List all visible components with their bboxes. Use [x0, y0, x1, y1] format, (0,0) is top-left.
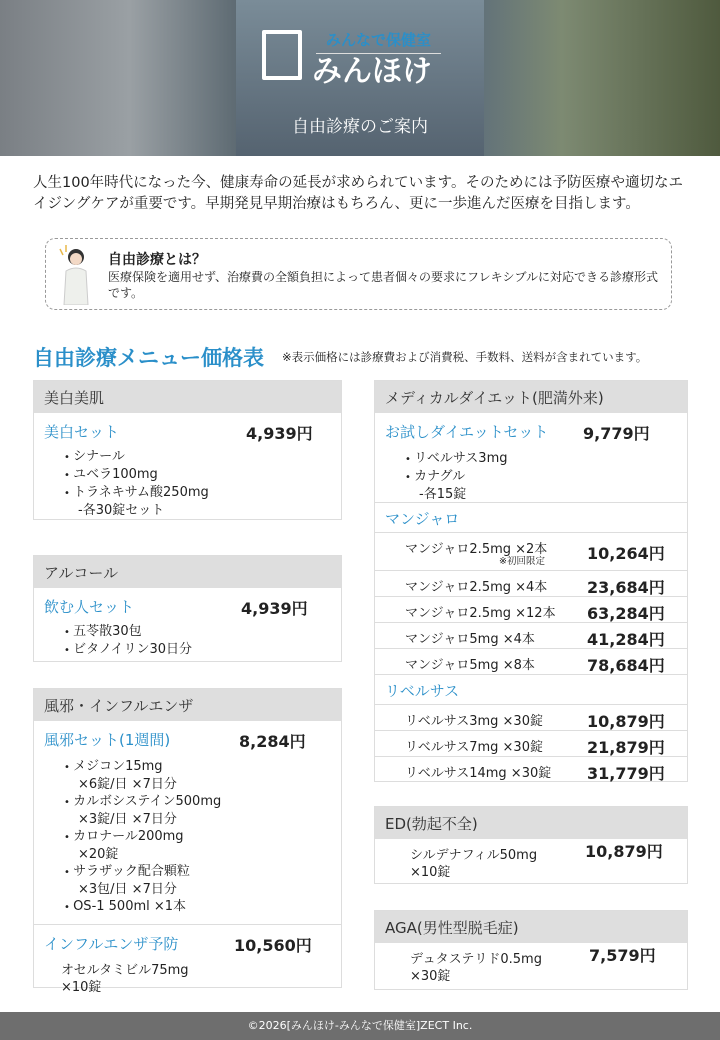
item-component: • リベルサス3mg: [405, 450, 687, 468]
menu-title: 自由診療メニュー価格表: [33, 346, 264, 370]
item-price: 4,939円: [241, 599, 308, 618]
logo-title: みんほけ: [312, 54, 432, 89]
price-row: リベルサス14mg ×30錠 31,779円: [405, 764, 665, 783]
subcategory-mounjaro: マンジャロ: [375, 503, 687, 533]
item-desc: オセルタミビル75mg: [61, 963, 189, 978]
item-note: -各30錠セット: [78, 503, 165, 518]
item-price: 10,560円: [234, 936, 312, 955]
category-aga: [374, 910, 688, 990]
hero-banner: [0, 0, 720, 156]
item-name: 飲む人セット: [44, 598, 135, 616]
menu-item: [34, 925, 341, 1004]
category-header: ED(勃起不全): [375, 807, 687, 839]
category-alcohol: [33, 555, 342, 662]
logo-subtitle: みんなで保健室: [316, 24, 441, 54]
menu-note: ※表示価格には診療費および消費税、手数料、送料が含まれています。: [282, 350, 648, 364]
item-price: 7,579円: [589, 946, 656, 965]
category-header: アルコール: [34, 556, 341, 588]
item-desc: ×30錠: [410, 969, 451, 984]
item-component: • トラネキサム酸250mg: [64, 484, 341, 502]
category-header: メディカルダイエット(肥満外来): [375, 381, 687, 413]
what-is-box: [45, 238, 672, 310]
item-component: • サラザック配合顆粒 ×3包/日 ×7日分: [64, 863, 341, 898]
item-component: • カナグル: [405, 468, 687, 486]
logo: [262, 22, 462, 92]
price-row: リベルサス7mg ×30錠 21,879円: [375, 731, 687, 757]
item-price: 9,779円: [583, 424, 650, 443]
price-row: マンジャロ2.5mg ×2本 ※初回限定 10,264円: [375, 533, 687, 571]
item-component: • OS-1 500ml ×1本: [64, 898, 341, 916]
category-medical-diet: [374, 380, 688, 782]
item-price: 10,879円: [585, 842, 663, 861]
category-beauty: [33, 380, 342, 520]
subcategory-rybelsus: リベルサス: [375, 675, 687, 705]
what-is-body: 医療保険を適用せず、治療費の全額負担によって患者個々の要求にフレキシブルに対応できる診療形式です。: [108, 270, 658, 300]
item-desc: デュタステリド0.5mg: [410, 952, 542, 967]
item-price: 8,284円: [239, 732, 306, 751]
price-row: マンジャロ2.5mg ×4本 23,684円: [375, 571, 687, 597]
item-component: • メジコン15mg ×6錠/日 ×7日分: [64, 758, 341, 793]
item-price: 4,939円: [246, 424, 313, 443]
price-row: マンジャロ2.5mg ×12本 63,284円: [375, 597, 687, 623]
door-icon: [262, 30, 302, 80]
intro-text: 人生100年時代になった今、健康寿命の延長が求められています。そのためには予防医療や適切なエイジングケアが重要です。早期発見早期治療はもちろん、更に一歩進んだ医療を目指します。: [33, 175, 684, 212]
item-note: -各15錠: [419, 487, 467, 502]
item-name: インフルエンザ予防: [44, 935, 179, 953]
category-cold-flu: [33, 688, 342, 995]
category-ed: [374, 806, 688, 884]
item-component: • 五苓散30包: [64, 623, 341, 641]
what-is-title: 自由診療とは？: [108, 252, 206, 268]
price-row: マンジャロ5mg ×8本 78,684円: [375, 649, 687, 675]
item-name: 風邪セット(1週間): [44, 731, 171, 749]
item-name: 美白セット: [44, 423, 120, 441]
price-row: マンジャロ5mg ×4本 41,284円: [375, 623, 687, 649]
hero-title: 自由診療のご案内: [292, 117, 428, 137]
item-component: • カロナール200mg ×20錠: [64, 828, 341, 863]
item-name: お試しダイエットセット: [385, 423, 549, 441]
category-header: 風邪・インフルエンザ: [34, 689, 341, 721]
item-component: • カルボシステイン500mg ×3錠/日 ×7日分: [64, 793, 341, 828]
menu-item: [34, 588, 341, 667]
item-desc: シルデナフィル50mg: [410, 848, 538, 863]
price-row: リベルサス3mg ×30錠 10,879円: [375, 705, 687, 731]
menu-item: [34, 721, 341, 925]
item-component: • ユベラ100mg: [64, 466, 341, 484]
doctor-icon: [58, 245, 94, 305]
footer-copyright: ©2026[みんほけ-みんなで保健室]ZECT Inc.: [0, 1012, 720, 1040]
item-desc: ×10錠: [410, 865, 451, 880]
category-header: 美白美肌: [34, 381, 341, 413]
category-header: AGA(男性型脱毛症): [375, 911, 687, 943]
item-desc: ×10錠: [61, 980, 102, 995]
item-component: • ビタノイリン30日分: [64, 641, 341, 659]
menu-item: [375, 413, 687, 503]
item-component: • シナール: [64, 448, 341, 466]
menu-item: [34, 413, 341, 527]
